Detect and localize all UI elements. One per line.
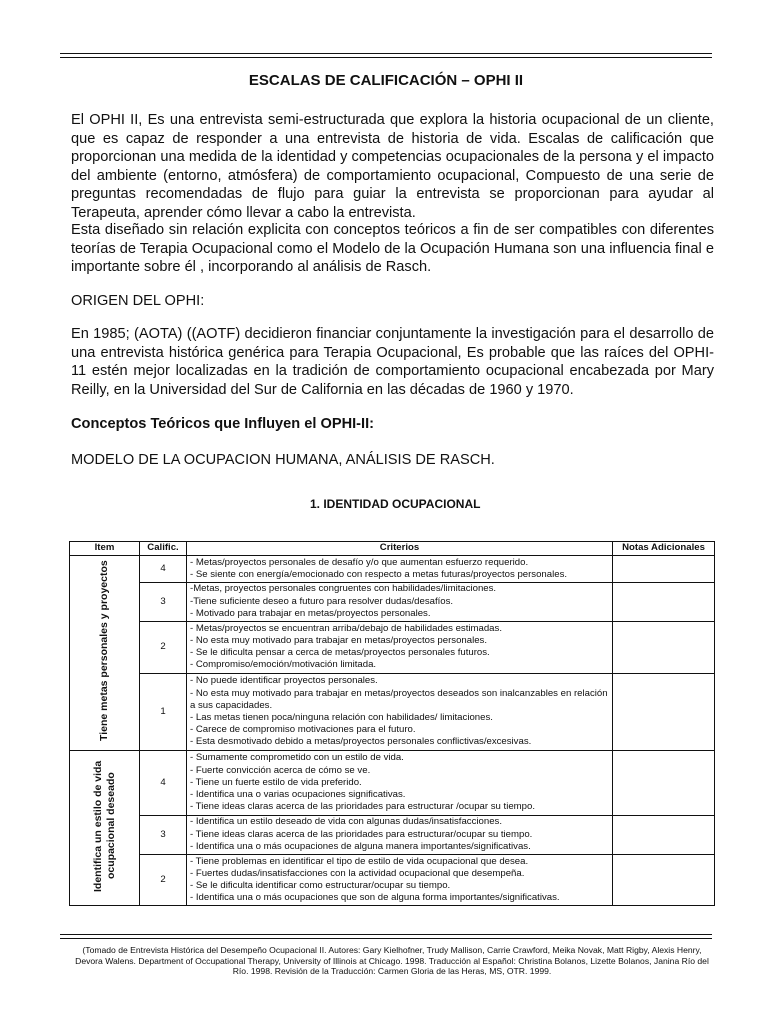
- top-rule-secondary: [60, 57, 712, 58]
- top-rule: [60, 53, 712, 54]
- citation-footer: (Tomado de Entrevista Histórica del Desempeño Ocupacional II. Autores: Gary Kielhofner, Trudy Mallison, Carrie Crawford, Meika Novak, Matt Rigby, Alexis Henry, Devora Walens. Department of Occupational Therapy, University of Illinois at Chicago. 1998. Traducción al Español: Christina Bolanos, Lizette Bolanos, Janina Río del Río. 1998. Revisión de la Traducción: Carmen Gloria de las Heras, MS, OTR. 1999.: [75, 945, 709, 976]
- score-cell: 4: [140, 751, 187, 815]
- notes-cell: [613, 556, 715, 583]
- criteria-line: - Se siente con energía/emocionado con respecto a metas futuras/proyectos personales.: [190, 568, 568, 580]
- notes-cell: [613, 673, 715, 750]
- criteria-line: - Identifica un estilo deseado de vida con algunas dudas/insatisfacciones.: [190, 816, 502, 828]
- criteria-line: - Se le dificulta identificar como estructurar/ocupar su tiempo.: [190, 880, 451, 892]
- intro-paragraph: El OPHI II, Es una entrevista semi-estructurada que explora la historia ocupacional de un cliente, que es capaz de responder a una entrevista de historia de vida. Escalas de calificación que proporcionan una medida de la identidad y competencias ocupacionales de la persona y el impacto del ambiente (entorno, atmósfera) de comportamiento ocupacional, Compuesto de una serie de preguntas recomendadas de flujo para guiar la entrevista se proporcionan para ayudar al Terapeuta, aprender cómo llevar a cabo la entrevista.: [71, 112, 714, 221]
- table-header-row: [70, 542, 715, 556]
- header-score: Calific.: [140, 542, 187, 556]
- criteria-cell: [187, 621, 613, 673]
- concepts-heading: Conceptos Teóricos que Influyen el OPHI-II:: [71, 416, 374, 432]
- criteria-line: - Motivado para trabajar en metas/proyectos personales.: [190, 607, 431, 619]
- origin-heading: ORIGEN DEL OPHI:: [71, 293, 205, 309]
- criteria-line: - No esta muy motivado para trabajar en metas/proyectos deseados son inalcanzables en relación a sus capacidades.: [190, 687, 608, 711]
- criteria-line: - Identifica una o más ocupaciones de alguna manera importantes/significativas.: [190, 840, 531, 852]
- table-row: [70, 556, 715, 583]
- footer-rule: [60, 934, 712, 935]
- criteria-cell: [187, 751, 613, 815]
- notes-cell: [613, 815, 715, 854]
- model-line: MODELO DE LA OCUPACION HUMANA, ANÁLISIS DE RASCH.: [71, 452, 495, 468]
- criteria-cell: [187, 556, 613, 583]
- header-criteria: Criterios: [187, 542, 613, 556]
- criteria-line: - Metas/proyectos se encuentran arriba/debajo de habilidades estimadas.: [190, 622, 502, 634]
- table-row: [70, 621, 715, 673]
- criteria-line: - Sumamente comprometido con un estilo de vida.: [190, 752, 404, 764]
- notes-cell: [613, 854, 715, 906]
- criteria-line: - Tiene un fuerte estilo de vida preferido.: [190, 776, 362, 788]
- criteria-line: - Identifica una o varias ocupaciones significativas.: [190, 789, 406, 800]
- criteria-line: - Identifica una o más ocupaciones que son de alguna forma importantes/significativas.: [190, 892, 560, 904]
- table-row: [70, 751, 715, 815]
- score-cell: 3: [140, 582, 187, 621]
- criteria-line: -Metas, proyectos personales congruentes con habilidades/limitaciones.: [190, 583, 497, 595]
- header-item: Item: [70, 542, 140, 556]
- table-row: [70, 673, 715, 750]
- score-cell: 1: [140, 673, 187, 750]
- criteria-cell: [187, 815, 613, 854]
- document-title: ESCALAS DE CALIFICACIÓN – OPHI II: [248, 72, 524, 89]
- score-cell: 2: [140, 621, 187, 673]
- criteria-line: - Las metas tienen poca/ninguna relación con habilidades/ limitaciones.: [190, 711, 493, 723]
- design-paragraph: Esta diseñado sin relación explicita con conceptos teóricos a fin de ser compatibles con diferentes teorías de Terapia Ocupacional como el Modelo de la Ocupación Humana son una influencia final e importante sobre él , incorporando al análisis de Rasch.: [71, 222, 714, 275]
- score-cell: 2: [140, 854, 187, 906]
- criteria-line: - No esta muy motivado para trabajar en metas/proyectos personales.: [190, 635, 488, 647]
- item-label: Tiene metas personales y proyectos: [98, 560, 110, 742]
- criteria-line: - Esta desmotivado debido a metas/proyectos personales conflictivas/excesivas.: [190, 736, 532, 748]
- rating-table: [69, 541, 715, 906]
- header-notes: Notas Adicionales: [613, 542, 715, 556]
- criteria-line: - Fuerte convicción acerca de cómo se ve.: [190, 764, 371, 776]
- criteria-line: - Carece de compromiso motivaciones para el futuro.: [190, 724, 416, 736]
- criteria-line: -Tiene suficiente deseo a futuro para resolver dudas/desafíos.: [190, 595, 454, 607]
- notes-cell: [613, 751, 715, 815]
- table-row: [70, 854, 715, 906]
- criteria-line: - Compromiso/emoción/motivación limitada.: [190, 659, 377, 671]
- origin-paragraph: En 1985; (AOTA) ((AOTF) decidieron financiar conjuntamente la investigación para el desarrollo de una entrevista histórica genérica para Terapia Ocupacional, Es probable que las raíces del OPHI-11 estén mejor localizadas en la tradición de comportamiento ocupacional encabezada por Mary Reilly, en la Universidad del Sur de California en las décadas de 1960 y 1970.: [71, 326, 714, 398]
- score-cell: 4: [140, 556, 187, 583]
- criteria-line: - Fuertes dudas/insatisfacciones con la actividad ocupacional que desempeña.: [190, 867, 525, 879]
- score-cell: 3: [140, 815, 187, 854]
- criteria-line: - Tiene ideas claras acerca de las prioridades para estructurar /ocupar su tiempo.: [190, 801, 536, 813]
- criteria-line: - Tiene problemas en identificar el tipo de estilo de vida ocupacional que desea.: [190, 855, 529, 867]
- table-row: [70, 582, 715, 621]
- criteria-cell: [187, 582, 613, 621]
- table-row: [70, 815, 715, 854]
- notes-cell: [613, 621, 715, 673]
- item-label: Identifica un estilo de vida ocupacional deseado: [91, 760, 117, 892]
- criteria-line: - No puede identificar proyectos personales.: [190, 675, 378, 687]
- criteria-cell: [187, 673, 613, 750]
- item-cell: [70, 751, 140, 906]
- criteria-line: - Se le dificulta pensar a cerca de metas/proyectos personales futuros.: [190, 647, 490, 659]
- notes-cell: [613, 582, 715, 621]
- criteria-cell: [187, 854, 613, 906]
- section-title: 1. IDENTIDAD OCUPACIONAL: [310, 497, 481, 511]
- criteria-line: - Tiene ideas claras acerca de las prioridades para estructurar/ocupar su tiempo.: [190, 828, 533, 840]
- item-cell: [70, 556, 140, 751]
- footer-rule-secondary: [60, 938, 712, 939]
- criteria-line: - Metas/proyectos personales de desafío y/o que aumentan esfuerzo requerido.: [190, 556, 529, 568]
